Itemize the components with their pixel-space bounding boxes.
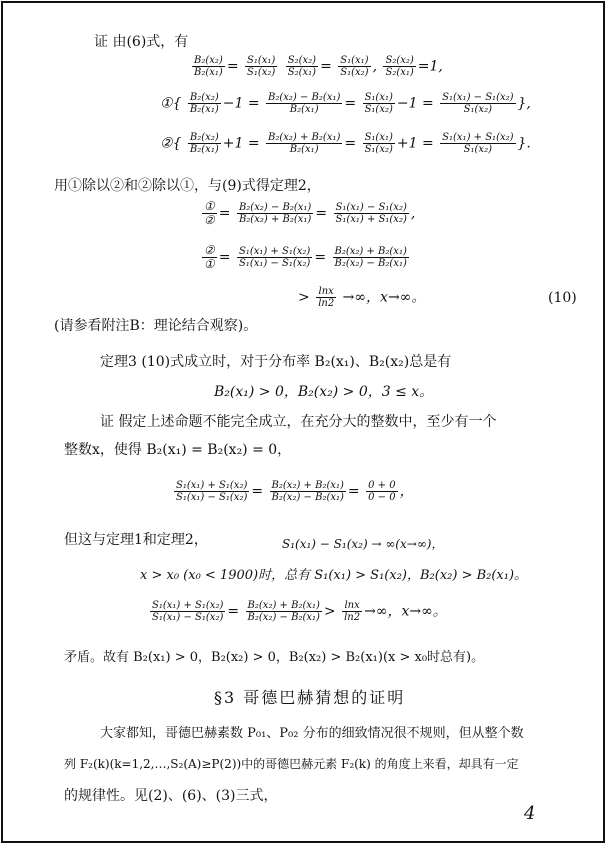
page-number: 4 [524, 803, 536, 824]
equation-3: $\frac{\text{①}}{\text{②}}$ = $\frac{\text{B₂(x₂) − B₂(x₁)}}{\text{B₂(x₂) + B₂(x₁)}}$ = $\frac{\text{S₁(x₁) − S₁(x₂)}}{\text{S₁(x₁) + S₁(x₂)}}$ , [204, 199, 416, 227]
equation-1: ①{ $\frac{\text{B₂(x₂)}}{\text{B₂(x₁)}}$ −1 = $\frac{\text{B₂(x₂) − B₂(x₁)}}{\text{B₂(x₁)}}$ = $\frac{\text{S₁(x₁)}}{\text{S₁(x₂)}}$ −1 = $\frac{\text{S₁(x₁) − S₁(x₂)}}{\text{S₁(x₂)}}$ }, [160, 92, 531, 115]
equation-4: $\frac{\text{②}}{\text{①}}$ = $\frac{\text{S₁(x₁) + S₁(x₂)}}{\text{S₁(x₁) − S₁(x₂)}}$ = $\frac{\text{B₂(x₂) + B₂(x₁)}}{\text{B₂(x₂) − B₂(x₁)}}$ [204, 243, 407, 271]
contradiction-line: 但这与定理1和定理2， [64, 532, 208, 548]
section-heading: §3 哥德巴赫猜想的证明 [214, 688, 406, 707]
proof-line-1: 证 假定上述命题不能完全成立，在充分大的整数中，至少有一个 [100, 414, 497, 430]
equation-number: (10) [548, 290, 577, 306]
theorem-3-result: B₂(x₁) > 0，B₂(x₂) > 0，3 ≤ x。 [214, 384, 434, 400]
limit-line: > $\frac{\ln x}{\ln 2}$ →∞，x→∞。 [298, 286, 426, 309]
proof-intro: 证 由(6)式，有 [94, 34, 189, 50]
condition-line: x > x₀ (x₀ < 1900)时，总有 S₁(x₁) > S₁(x₂)，B₂(x₂) > B₂(x₁)。 [140, 568, 528, 583]
theorem-3: 定理3 (10)式成立时，对于分布率 B₂(x₁)、B₂(x₂)总是有 [100, 354, 452, 370]
equation-2: ②{ $\frac{\text{B₂(x₂)}}{\text{B₂(x₁)}}$ +1 = $\frac{\text{B₂(x₂) + B₂(x₁)}}{\text{B₂(x₁)}}$ = $\frac{\text{S₁(x₁)}}{\text{S₁(x₂)}}$ +1 = $\frac{\text{S₁(x₁) + S₁(x₂)}}{\text{S₁(x₂)}}$ }. [160, 132, 531, 155]
equation-6: $\frac{\text{S₁(x₁) + S₁(x₂)}}{\text{S₁(x₁) − S₁(x₂)}}$ = $\frac{\text{B₂(x₂) + B₂(x₁)}}{\text{B₂(x₂) − B₂(x₁)}}$ > $\frac{\ln x}{\ln 2}$ →∞，x→∞。 [152, 600, 447, 623]
paragraph-line-1: 大家都知，哥德巴赫素数 P₀₁、P₀₂ 分布的细致情况很不规则，但从整个数 [100, 726, 524, 741]
equation-5: $\frac{\text{S₁(x₁) + S₁(x₂)}}{\text{S₁(x₁) − S₁(x₂)}}$ = $\frac{\text{B₂(x₂) + B₂(x₁)}}{\text{B₂(x₂) − B₂(x₁)}}$ = $\frac{0 + 0}{0 - 0}$ ， [176, 480, 414, 503]
paragraph-line-2: 列 F₂(k)(k=1,2,…,S₂(A)≥P(2))中的哥德巴赫元素 F₂(k) 的角度上来看，却具有一定 [64, 757, 519, 771]
note: (请参看附注B：理论结合观察)。 [54, 318, 258, 334]
conclusion: 矛盾。故有 B₂(x₁) > 0，B₂(x₂) > 0，B₂(x₂) > B₂(x₁)(x > x₀时总有)。 [64, 650, 485, 665]
division-line: 用①除以②和②除以①，与(9)式得定理2， [54, 178, 321, 194]
paragraph-line-3: 的规律性。见(2)、(6)、(3)三式， [64, 788, 278, 804]
proof-line-2: 整数x，使得 B₂(x₁) = B₂(x₂) = 0， [64, 442, 292, 458]
ratio-identity: $\frac{\text{B₂(x₂)}}{\text{B₂(x₁)}}$ = $\frac{\text{S₁(x₁)}}{\text{S₁(x₂)}}$ $\frac{\text{S₂(x₂)}}{\text{S₂(x₁)}}$ = $\frac{\text{S₁(x₁)}}{\text{S₁(x₂)}}$ , $\frac{\text{S₂(x₂)}}{\text{S₂(x₁)}}$ =1, [194, 55, 443, 78]
contradiction-expr: S₁(x₁) − S₁(x₂) → ∞(x→∞)， [282, 537, 444, 551]
